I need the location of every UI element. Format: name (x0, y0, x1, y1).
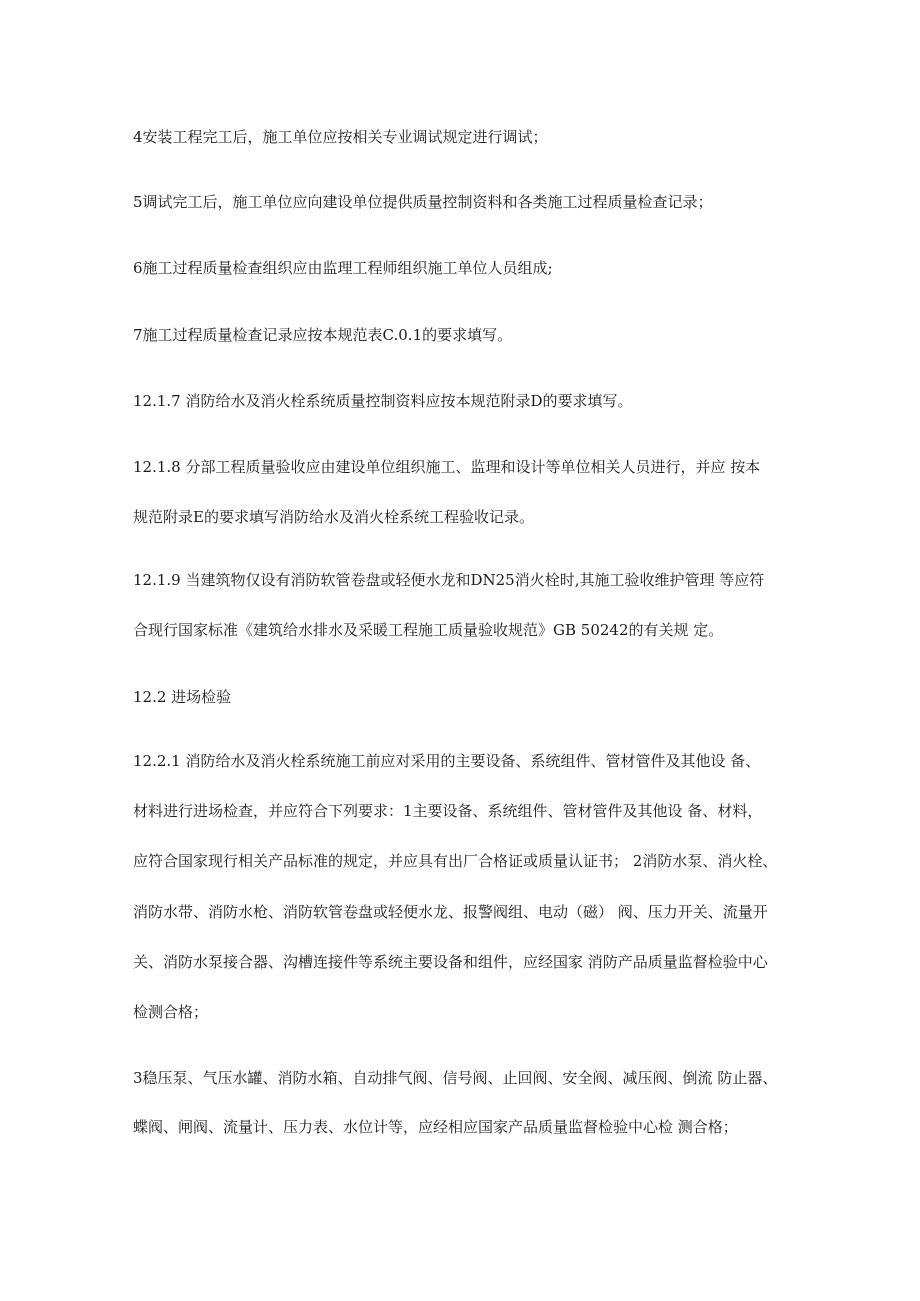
clause-12-2-1-line-3: 应符合国家现行相关产品标准的规定，并应具有出厂合格证或质量认证书； 2消防水泵、消火栓、 (133, 852, 778, 870)
item-5-debug-complete: 5调试完工后，施工单位应向建设单位提供质量控制资料和各类施工过程质量检查记录； (133, 193, 713, 211)
clause-12-2-1-line-5: 关、消防水泵接合器、沟槽连接件等系统主要设备和组件，应经国家 消防产品质量监督检验中心 (133, 953, 768, 971)
item-4-install-complete: 4安装工程完工后，施工单位应按相关专业调试规定进行调试； (133, 128, 548, 146)
clause-12-1-9-line-1: 12.1.9 当建筑物仅设有消防软管卷盘或轻便水龙和DN25消火栓时,其施工验收维护管理 等应符 (133, 571, 765, 589)
item-3-line-2: 蝶阀、闸阀、流量计、压力表、水位计等，应经相应国家产品质量监督检验中心检 测合格； (133, 1118, 738, 1136)
clause-12-2-1-line-6: 检测合格； (133, 1003, 209, 1021)
clause-12-2-1-line-1: 12.2.1 消防给水及消火栓系统施工前应对采用的主要设备、系统组件、管材管件及其他设 备、 (133, 752, 761, 770)
item-3-line-1: 3稳压泵、气压水罐、消防水箱、自动排气阀、信号阀、止回阀、安全阀、减压阀、倒流 防止器、 (133, 1069, 778, 1087)
clause-12-1-7: 12.1.7 消防给水及消火栓系统质量控制资料应按本规范附录D的要求填写。 (133, 392, 633, 410)
section-heading-12-2: 12.2 进场检验 (133, 688, 232, 706)
clause-12-2-1-line-2: 材料进行进场检查，并应符合下列要求：1主要设备、系统组件、管材管件及其他设 备、材料， (133, 802, 763, 820)
clause-12-1-9-line-2: 合现行国家标准《建筑给水排水及采暖工程施工质量验收规范》GB 50242的有关规 定。 (133, 621, 724, 639)
clause-12-2-1-line-4: 消防水带、消防水枪、消防软管卷盘或轻便水龙、报警阀组、电动（磁） 阀、压力开关、流量开 (133, 903, 768, 921)
item-6-inspection-organization: 6施工过程质量检查组织应由监理工程师组织施工单位人员组成; (133, 259, 553, 277)
clause-12-1-8-line-2: 规范附录E的要求填写消防给水及消火栓系统工程验收记录。 (133, 508, 534, 526)
clause-12-1-8-line-1: 12.1.8 分部工程质量验收应由建设单位组织施工、监理和设计等单位相关人员进行，并应 按本 (133, 458, 761, 476)
item-7-inspection-record: 7施工过程质量检查记录应按本规范表C.0.1的要求填写。 (133, 326, 513, 344)
